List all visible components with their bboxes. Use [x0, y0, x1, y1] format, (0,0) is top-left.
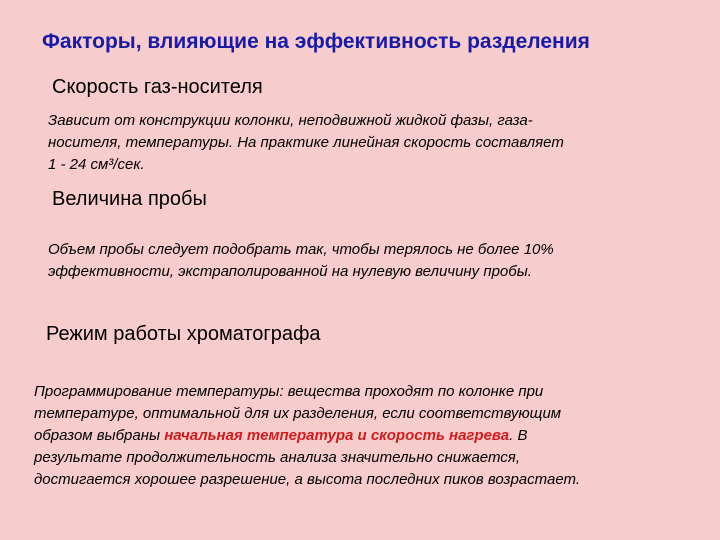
text-line: результате продолжительность анализа значительно снижается, [34, 449, 520, 466]
text-fragment: . В [509, 427, 528, 444]
text-fragment: образом выбраны [34, 427, 165, 444]
text-line: 1 - 24 см³/сек. [48, 156, 145, 173]
section-text-carrier-gas-speed [48, 110, 564, 176]
section-heading-carrier-gas-speed: Скорость газ-носителя [52, 76, 263, 98]
text-line: Объем пробы следует подобрать так, чтобы терялось не более 10% [48, 241, 554, 258]
section-text-sample-size [48, 239, 554, 283]
text-line: эффективности, экстраполированной на нулевую величину пробы. [48, 263, 532, 280]
text-line: достигается хорошее разрешение, а высота последних пиков возрастает. [34, 471, 580, 488]
slide-title: Факторы, влияющие на эффективность разделения [42, 30, 590, 53]
text-line-with-highlight [34, 425, 580, 447]
section-heading-chromatograph-mode: Режим работы хроматографа [46, 323, 321, 345]
section-heading-sample-size: Величина пробы [52, 188, 207, 210]
highlighted-phrase: начальная температура и скорость нагрева [164, 427, 510, 444]
text-line: Программирование температуры: вещества проходят по колонке при [34, 383, 544, 400]
text-line: температуре, оптимальной для их разделения, если соответствующим [34, 405, 562, 422]
text-line: Зависит от конструкции колонки, неподвижной жидкой фазы, газа- [48, 112, 533, 129]
section-text-chromatograph-mode [34, 381, 580, 491]
text-line: носителя, температуры. На практике линейная скорость составляет [48, 134, 564, 151]
